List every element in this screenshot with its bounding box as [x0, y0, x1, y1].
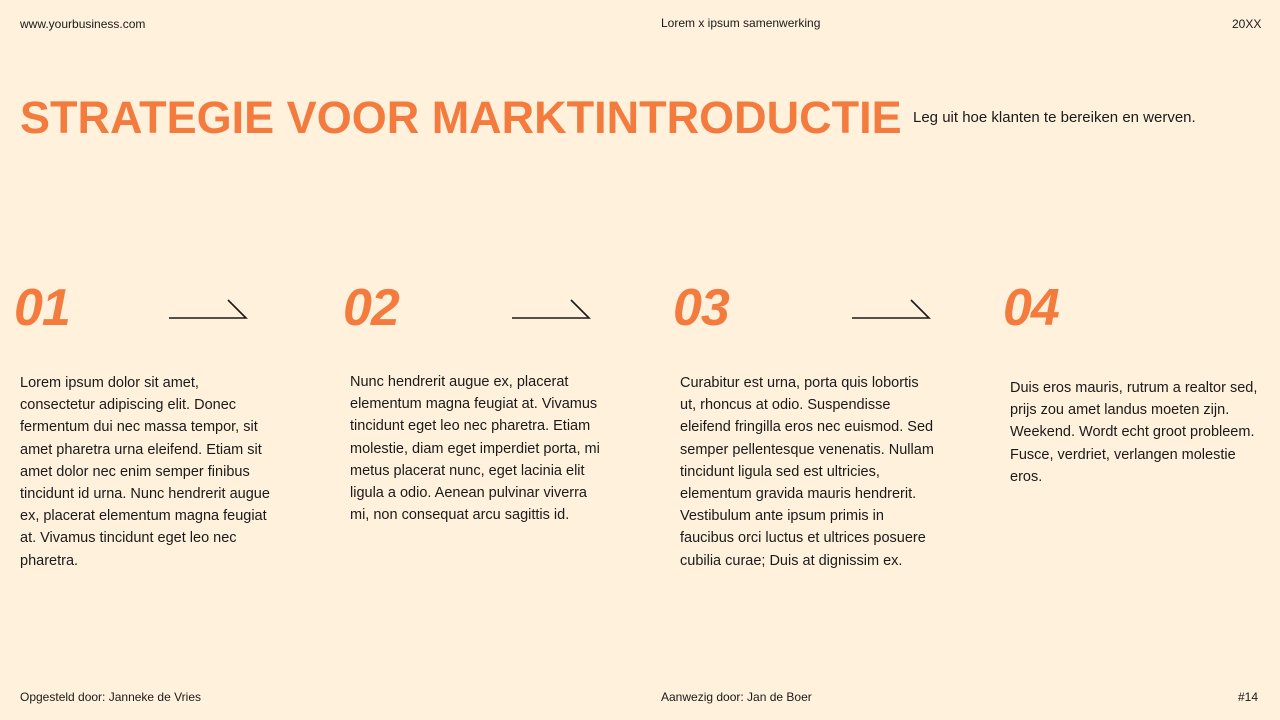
header-website: www.yourbusiness.com — [20, 17, 146, 31]
footer-page-number: #14 — [1238, 690, 1259, 704]
step-text-4: Duis eros mauris, rutrum a realtor sed, prijs zou amet landus moeten zijn. Weekend. Wordt echt groot probleem. Fusce, verdriet, verlangen molestie eros. — [1010, 380, 1258, 485]
arrow-right-icon — [168, 298, 248, 322]
step-text-2: Nunc hendrerit augue ex, placerat elementum magna feugiat at. Vivamus tincidunt eget leo nec pharetra. Etiam molestie, diam eget imperdiet porta, mi metus placerat nunc, eget lacinia elit ligula a odio. Aenean pulvinar viverra mi, non consequat arcu sagittis id. — [350, 374, 600, 524]
footer-present-by: Aanwezig door: Jan de Boer — [661, 690, 812, 704]
step-text-1: Lorem ipsum dolor sit amet, consectetur adipiscing elit. Donec fermentum dui nec massa tempor, sit amet pharetra urna eleifend. Etiam sit amet dolor nec enim semper finibus tincidunt id urna. Nunc hendrerit augue ex, placerat elementum magna feugiat at. Vivamus tincidunt eget leo nec pharetra. — [20, 375, 270, 569]
arrow-right-icon — [511, 298, 591, 322]
step-number-2: 02 — [343, 279, 399, 337]
header-year: 20XX — [1232, 17, 1262, 31]
page-subtitle: Leg uit hoe klanten te bereiken en werven. — [913, 109, 1196, 126]
step-number-1: 01 — [14, 279, 70, 337]
header-collaboration: Lorem x ipsum samenwerking — [661, 16, 821, 30]
step-text-3: Curabitur est urna, porta quis lobortis ut, rhoncus at odio. Suspendisse eleifend fringilla eros nec euismod. Sed semper pellentesque venenatis. Nullam tincidunt ligula sed est ultricies, elementum gravida mauris hendrerit. Vestibulum ante ipsum primis in faucibus orci luctus et ultrices posuere cubilia curae; Duis at dignissim ex. — [680, 375, 934, 569]
step-number-3: 03 — [673, 279, 729, 337]
page-title: STRATEGIE VOOR MARKTINTRODUCTIE — [20, 92, 902, 143]
step-number-4: 04 — [1003, 279, 1059, 337]
arrow-right-icon — [851, 298, 931, 322]
footer-prepared-by: Opgesteld door: Janneke de Vries — [20, 690, 202, 704]
